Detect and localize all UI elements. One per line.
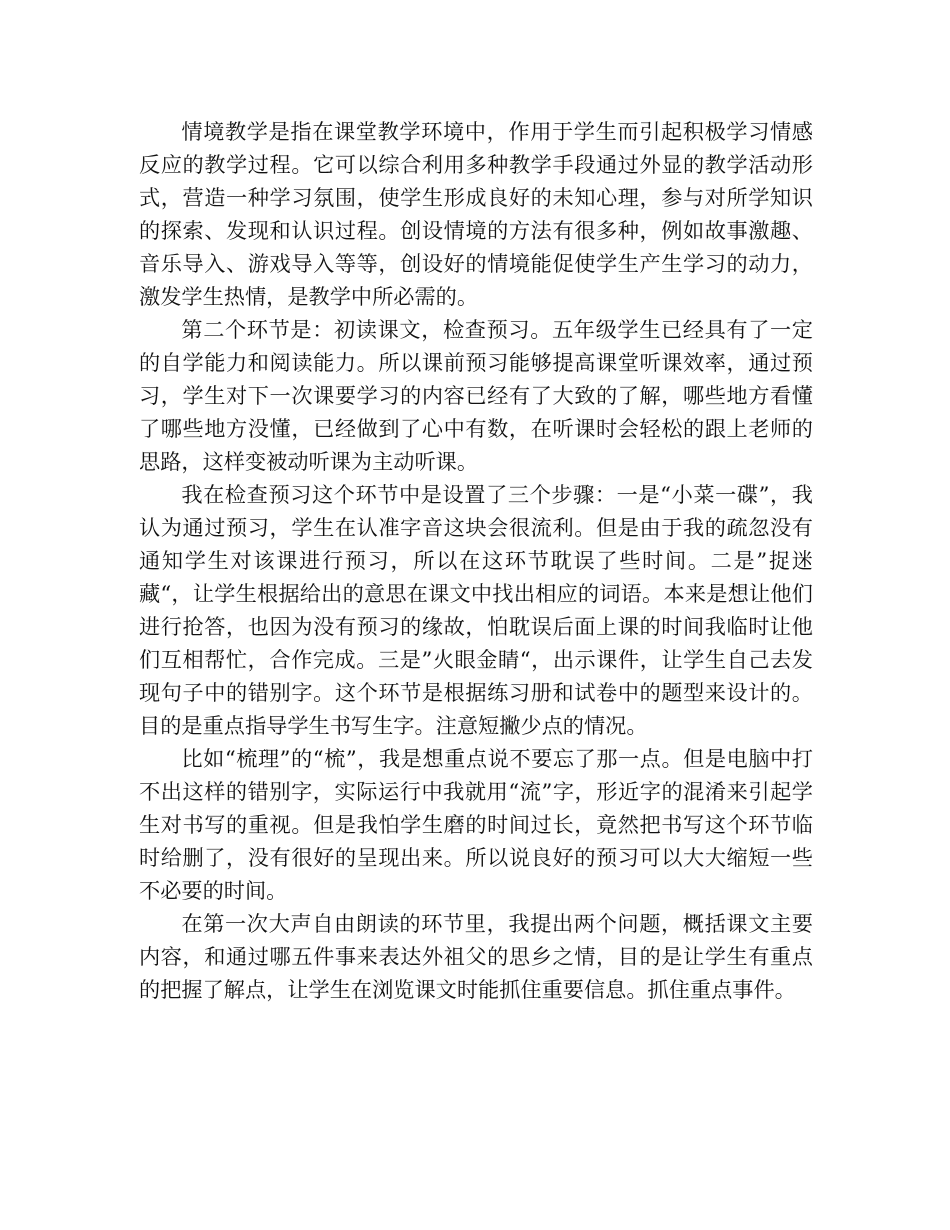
paragraph-second-step: 第二个环节是：初读课文，检查预习。五年级学生已经具有了一定的自学能力和阅读能力。所以课前预习能够提高课堂听课效率，通过预习，学生对下一次课要学习的内容已经有了大致的了解，哪些地方看懂了哪些地方没懂，已经做到了心中有数，在听课时会轻松的跟上老师的思路，这样变被动听课为主动听课。 [139, 317, 813, 474]
document-page [139, 115, 813, 1006]
paragraph-situational-teaching: 情境教学是指在课堂教学环境中，作用于学生而引起积极学习情感反应的教学过程。它可以综合利用多种教学手段通过外显的教学活动形式，营造一种学习氛围，使学生形成良好的未知心理，参与对所学知识的探索、发现和认识过程。创设情境的方法有很多种，例如故事激趣、音乐导入、游戏导入等等，创设好的情境能促使学生产生学习的动力，激发学生热情，是教学中所必需的。 [139, 119, 813, 309]
paragraph-preview-check: 我在检查预习这个环节中是设置了三个步骤：一是“小菜一碟”，我认为通过预习，学生在认准字音这块会很流利。但是由于我的疏忽没有通知学生对该课进行预习，所以在这环节耽误了些时间。二是”捉迷藏“，让学生根据给出的意思在课文中找出相应的词语。本来是想让他们进行抢答，也因为没有预习的缘故，怕耽误后面上课的时间我临时让他们互相帮忙，合作完成。三是”火眼金睛“，出示课件，让学生自己去发现句子中的错别字。这个环节是根据练习册和试卷中的题型来设计的。目的是重点指导学生书写生字。注意短撇少点的情况。 [139, 482, 813, 738]
paragraph-example-shu: 比如“梳理”的“梳”，我是想重点说不要忘了那一点。但是电脑中打不出这样的错别字，实际运行中我就用“流”字，形近字的混淆来引起学生对书写的重视。但是我怕学生磨的时间过长，竟然把书写这个环节临时给删了，没有很好的呈现出来。所以说良好的预习可以大大缩短一些不必要的时间。 [139, 746, 813, 903]
paragraph-first-reading: 在第一次大声自由朗读的环节里，我提出两个问题，概括课文主要内容，和通过哪五件事来表达外祖父的思乡之情，目的是让学生有重点的把握了解点，让学生在浏览课文时能抓住重要信息。抓住重点事件。 [139, 911, 813, 1002]
